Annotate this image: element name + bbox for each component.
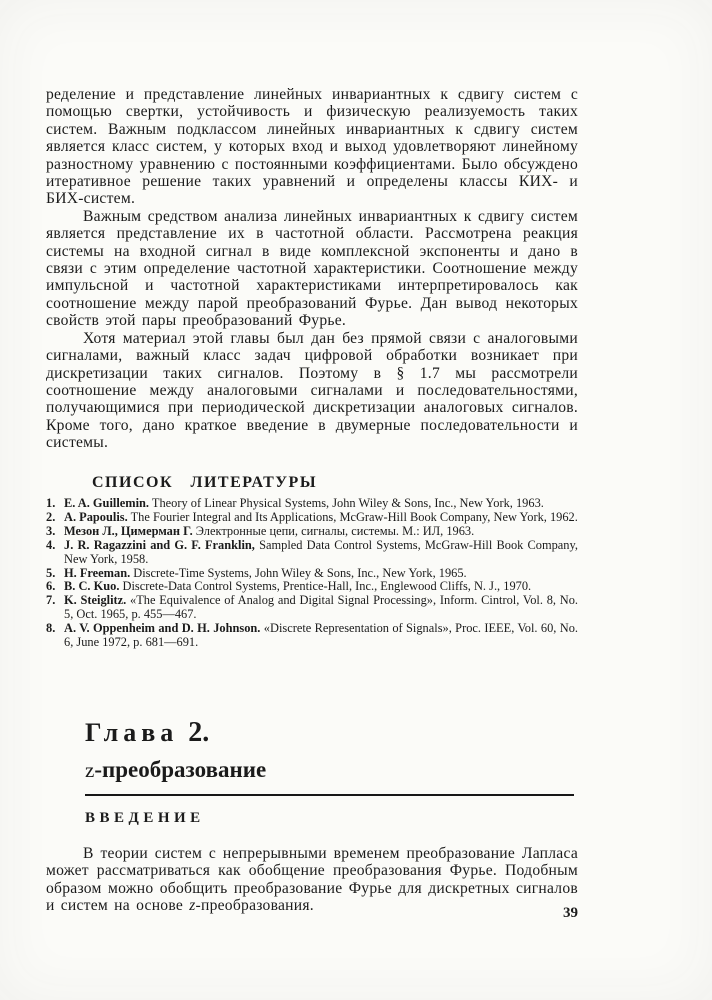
item-text: Электронные цепи, сигналы, системы. М.: ИЛ, 1963. bbox=[192, 523, 475, 538]
bibliography-item bbox=[46, 511, 578, 525]
chapter-word: Глава bbox=[85, 718, 179, 747]
introduction-text-end: -преобразования. bbox=[195, 897, 314, 915]
item-authors: K. Steiglitz. bbox=[64, 593, 127, 608]
item-authors: E. A. Guillemin. bbox=[64, 496, 150, 510]
bibliography-item bbox=[46, 567, 578, 581]
chapter-number-heading bbox=[85, 717, 209, 749]
item-authors: H. Freeman. bbox=[64, 565, 131, 580]
item-authors: A. V. Oppenheim and D. H. Johnson. bbox=[64, 621, 261, 636]
chapter-title bbox=[85, 757, 266, 783]
item-number: 4. bbox=[46, 537, 56, 552]
summary-paragraph: Хотя материал этой главы был дан без прямой связи с аналоговыми сигналами, важный класс задач цифровой обработки возникает при дискретизации таких сигналов. Поэтому в § 1.7 мы рассмотрели соотношение между аналоговыми сигналами и последовательностями, получающимися при периодической дискретизации аналоговых сигналов. Кроме того, дано краткое введение в двумерные последовательности и системы. bbox=[46, 329, 578, 452]
item-authors: B. C. Kuo. bbox=[64, 579, 120, 594]
chapter-title-z: z bbox=[85, 758, 95, 782]
item-text: Discrete-Data Control Systems, Prentice-Hall, Inc., Englewood Cliffs, N. J., 1970. bbox=[119, 579, 532, 594]
item-number: 5. bbox=[46, 565, 56, 580]
z-symbol: z bbox=[189, 897, 196, 915]
bibliography-list bbox=[46, 497, 578, 650]
bibliography-heading: СПИСОК ЛИТЕРАТУРЫ bbox=[92, 474, 318, 491]
chapter-number: 2. bbox=[188, 717, 210, 748]
item-text: Sampled Data Control Systems, McGraw-Hill Book Company, New York, 1958. bbox=[64, 537, 578, 566]
item-text: Theory of Linear Physical Systems, John Wiley & Sons, Inc., New York, 1963. bbox=[149, 496, 544, 510]
bibliography-item bbox=[46, 580, 578, 594]
item-number: 1. bbox=[46, 496, 56, 510]
item-number: 8. bbox=[46, 621, 56, 636]
summary-paragraph: Важным средством анализа линейных инвариантных к сдвигу систем является представление их в частотной области. Рассмотрена реакция системы на входной сигнал в виде комплексной экспоненты и дано в связи с этим определение частотной характеристики. Соотношение между импульсной и частотной характеристиками интерпретировалось как соотношение между парой преобразований Фурье. Дан вывод некоторых свойств этой пары преобразований Фурье. bbox=[46, 207, 578, 330]
item-number: 3. bbox=[46, 523, 56, 538]
page-number: 39 bbox=[563, 905, 578, 921]
chapter-title-text: -преобразование bbox=[94, 757, 267, 782]
item-number: 2. bbox=[46, 509, 56, 524]
item-text: The Fourier Integral and Its Applications, McGraw-Hill Book Company, New York, 1962. bbox=[127, 509, 578, 524]
item-authors: Мезон Л., Цимерман Г. bbox=[64, 523, 193, 538]
bibliography-item bbox=[46, 622, 578, 650]
introduction-heading: ВВЕДЕНИЕ bbox=[85, 810, 205, 826]
bibliography-item bbox=[46, 594, 578, 622]
item-text: «Discrete Representation of Signals», Proc. IEEE, Vol. 60, No. 6, June 1972, p. 681—691. bbox=[64, 621, 579, 650]
section-divider bbox=[85, 794, 574, 796]
item-number: 6. bbox=[46, 579, 56, 594]
bibliography-item bbox=[46, 539, 578, 567]
summary-paragraph: ределение и представление линейных инвариантных к сдвигу систем с помощью свертки, устойчивость и физическую реализуемость таких систем. Важным подклассом линейных инвариантных к сдвигу систем является класс систем, у которых вход и выход удовлетворяют линейному разностному уравнению с постоянными коэффициентами. Было обсуждено итеративное решение таких уравнений и определены классы КИХ- и БИХ-систем. bbox=[46, 86, 578, 208]
item-text: Discrete-Time Systems, John Wiley & Sons, Inc., New York, 1965. bbox=[130, 565, 467, 580]
bibliography-item bbox=[46, 497, 578, 511]
chapter-summary bbox=[46, 86, 578, 452]
bibliography-item bbox=[46, 525, 578, 539]
item-authors: J. R. Ragazzini and G. F. Franklin, bbox=[64, 537, 255, 552]
item-number: 7. bbox=[46, 593, 56, 608]
introduction-text: В теории систем с непрерывными временем преобразование Лапласа может рассматриваться как обобщение преобразования Фурье. Подобным образом можно обобщить преобразование Фурье для дискретных сигналов и систем на основе bbox=[46, 845, 578, 915]
item-text: «The Equivalence of Analog and Digital Signal Processing», Inform. Cintrol, Vol. 8, No. 5, Oct. 1965, p. 455—467. bbox=[64, 593, 578, 622]
item-authors: A. Papoulis. bbox=[64, 509, 128, 524]
